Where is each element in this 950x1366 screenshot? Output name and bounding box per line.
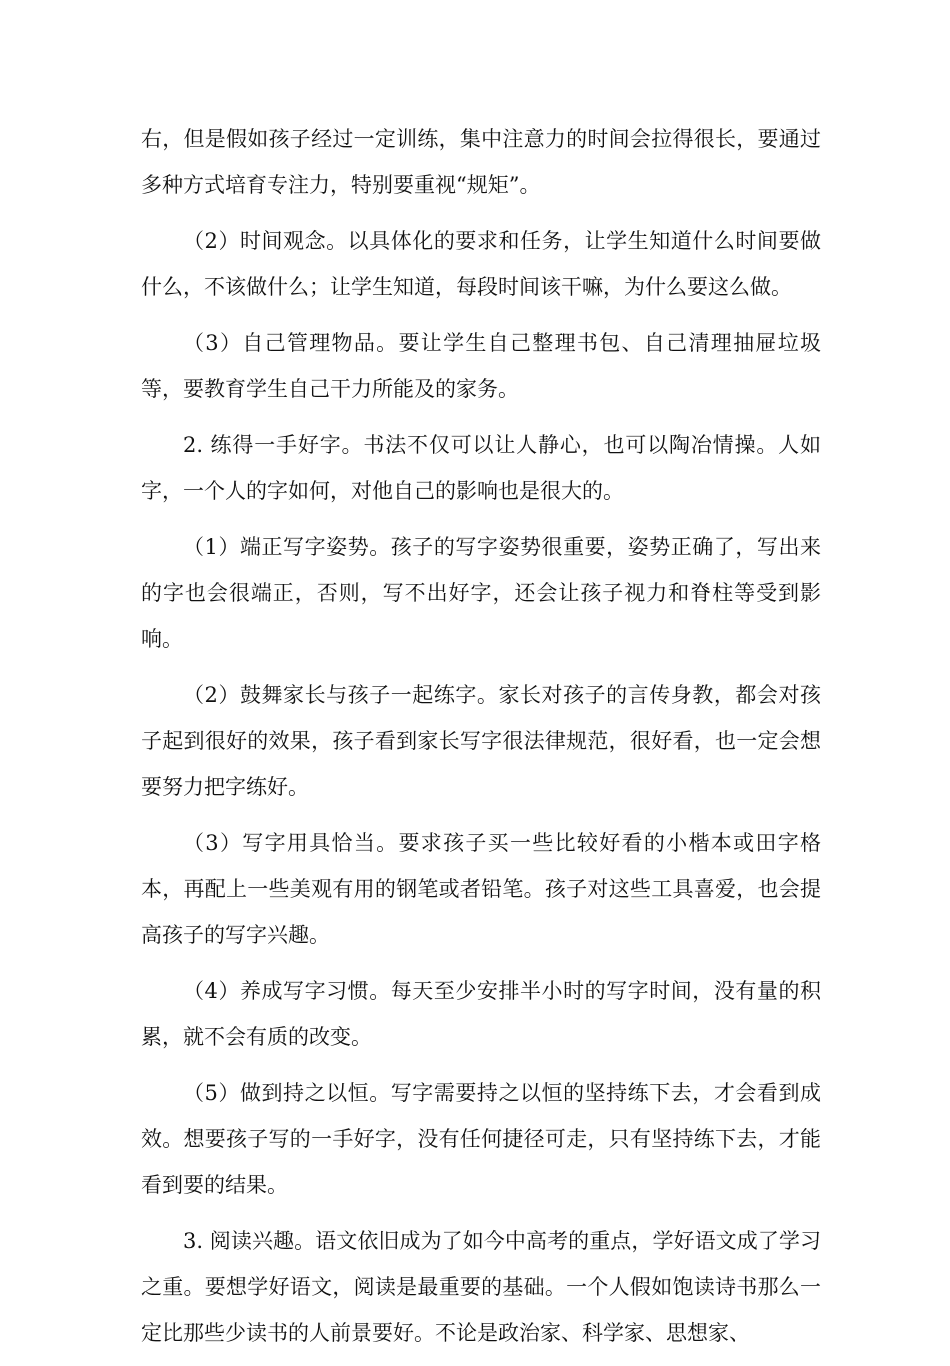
paragraph: （2）时间观念。以具体化的要求和任务，让学生知道什么时间要做什么，不该做什么；让学生知道，每段时间该干嘛，为什么要这么做。 — [141, 229, 821, 299]
paragraph: 3. 阅读兴趣。语文依旧成为了如今中高考的重点，学好语文成了学习之重。要想学好语文，阅读是最重要的基础。一个人假如饱读诗书那么一定比那些少读书的人前景要好。不论是政治家、科学家、思想家、 — [141, 1229, 821, 1345]
paragraph: （5）做到持之以恒。写字需要持之以恒的坚持练下去，才会看到成效。想要孩子写的一手好字，没有任何捷径可走，只有坚持练下去，才能看到要的结果。 — [141, 1081, 821, 1197]
paragraph: 2. 练得一手好字。书法不仅可以让人静心，也可以陶冶情操。人如字，一个人的字如何，对他自己的影响也是很大的。 — [141, 433, 821, 503]
paragraph: （3）写字用具恰当。要求孩子买一些比较好看的小楷本或田字格本，再配上一些美观有用的钢笔或者铅笔。孩子对这些工具喜爱，也会提高孩子的写字兴趣。 — [141, 831, 821, 947]
paragraph: （3）自己管理物品。要让学生自己整理书包、自己清理抽屉垃圾等，要教育学生自己干力所能及的家务。 — [141, 331, 821, 401]
paragraph: （4）养成写字习惯。每天至少安排半小时的写字时间，没有量的积累，就不会有质的改变。 — [141, 979, 821, 1049]
paragraph: （1）端正写字姿势。孩子的写字姿势很重要，姿势正确了，写出来的字也会很端正，否则，写不出好字，还会让孩子视力和脊柱等受到影响。 — [141, 535, 821, 651]
paragraph: 右，但是假如孩子经过一定训练，集中注意力的时间会拉得很长，要通过多种方式培育专注力，特别要重视“规矩”。 — [141, 127, 821, 197]
paragraph: （2）鼓舞家长与孩子一起练字。家长对孩子的言传身教，都会对孩子起到很好的效果，孩子看到家长写字很法律规范，很好看，也一定会想要努力把字练好。 — [141, 683, 821, 799]
document-body — [141, 116, 821, 1366]
